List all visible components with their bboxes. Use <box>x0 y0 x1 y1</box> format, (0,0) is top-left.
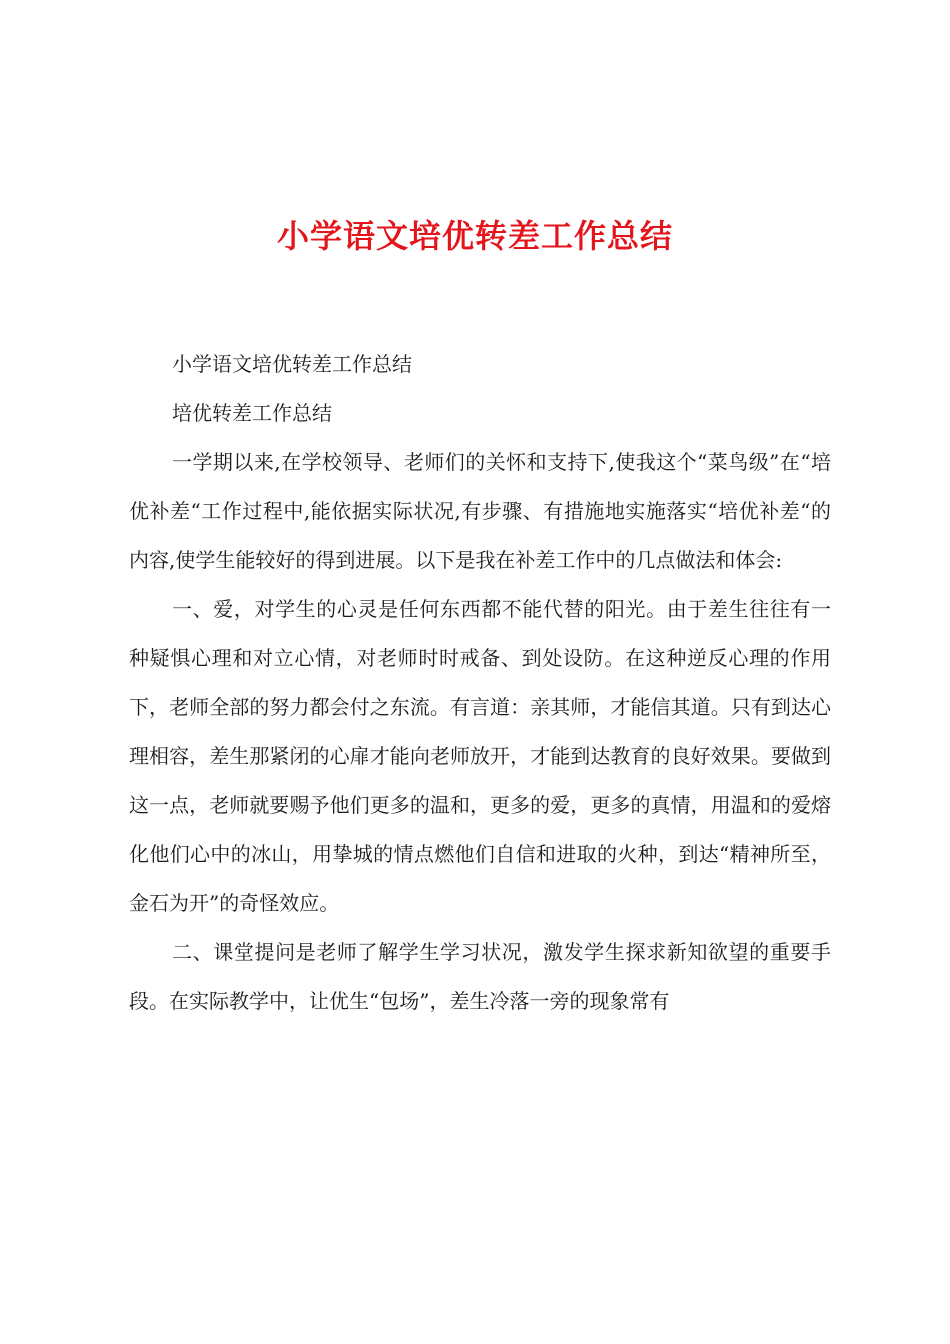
paragraph-intro: 一学期以来,在学校领导、老师们的关怀和支持下,使我这个“菜鸟级”在“培优补差“工作过程中,能依据实际状况,有步骤、有措施地实施落实“培优补差“的内容,使学生能较好的得到进展。以下是我在补差工作中的几点做法和体会: <box>129 450 831 572</box>
document-title: 小学语文培优转差工作总结 <box>276 217 673 255</box>
paragraph-point-one: 一、爱，对学生的心灵是任何东西都不能代替的阳光。由于差生往往有一种疑惧心理和对立心情，对老师时时戒备、到处设防。在这种逆反心理的作用下，老师全部的努力都会付之东流。有言道：亲其师，才能信其道。只有到达心理相容，差生那紧闭的心扉才能向老师放开，才能到达教育的良好效果。要做到这一点，老师就要赐予他们更多的温和，更多的爱，更多的真情，用温和的爱熔化他们心中的冰山，用挚城的情点燃他们自信和进取的火种，到达“精神所至，金石为开”的奇怪效应。 <box>129 597 831 915</box>
paragraph-heading: 小学语文培优转差工作总结 <box>172 352 412 376</box>
document-body <box>129 340 831 1026</box>
paragraph-point-two: 二、课堂提问是老师了解学生学习状况，激发学生探求新知欲望的重要手段。在实际教学中，让优生“包场”，差生冷落一旁的现象常有 <box>129 940 831 1013</box>
paragraph-subheading: 培优转差工作总结 <box>172 401 332 425</box>
